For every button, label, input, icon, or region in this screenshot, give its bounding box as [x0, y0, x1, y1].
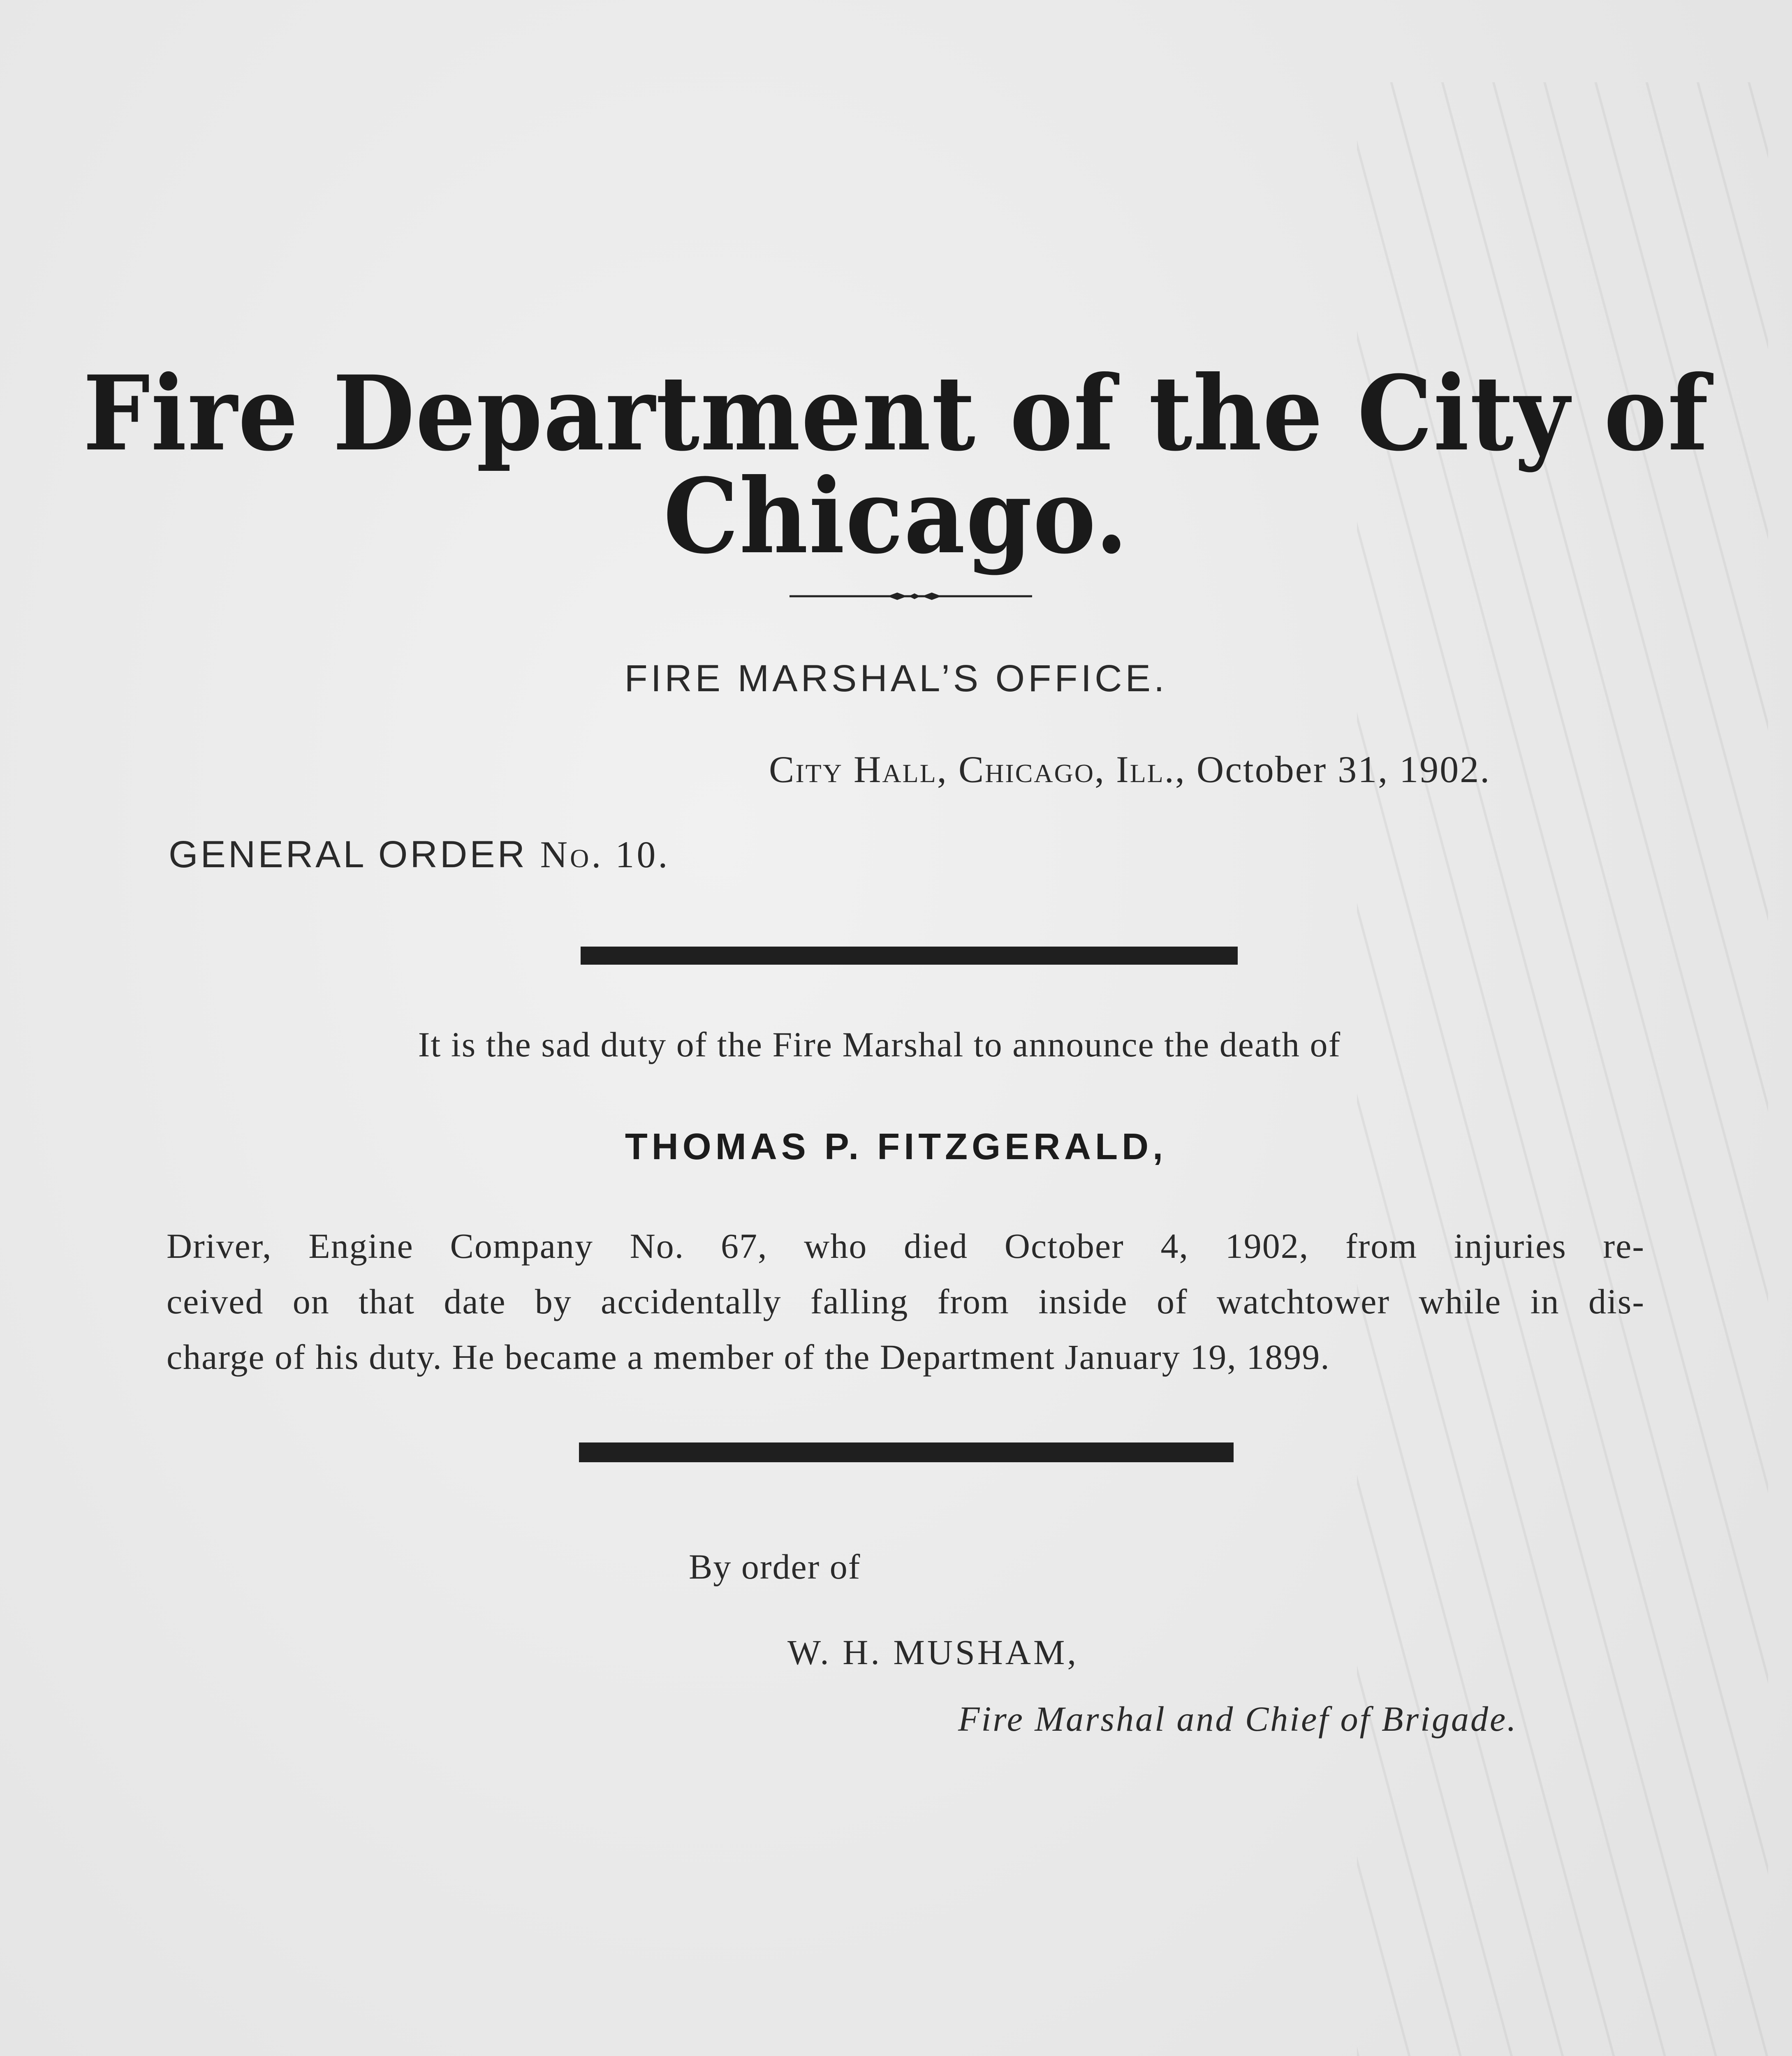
dateline-date: October 31, 1902.: [1196, 748, 1491, 790]
body-line: Driver, Engine Company No. 67, who died October 4, 1902, from injuries re-: [167, 1226, 1645, 1266]
ornament-rule: [789, 588, 1032, 604]
general-order-label: GENERAL ORDER: [169, 834, 528, 875]
dateline: [769, 748, 1491, 791]
divider-bar-bottom: [579, 1442, 1234, 1462]
office-heading: FIRE MARSHAL’S OFFICE.: [624, 658, 1168, 699]
signer-name: W. H. MUSHAM,: [787, 1632, 1079, 1672]
body-line: charge of his duty. He became a member of the Department January 19, 1899.: [167, 1337, 1330, 1377]
divider-bar-top: [581, 947, 1238, 965]
announcement-intro: It is the sad duty of the Fire Marshal to announce the death of: [418, 1025, 1341, 1064]
dateline-place: City Hall, Chicago, Ill.,: [769, 748, 1186, 790]
general-order-number: No. 10.: [540, 834, 670, 875]
deceased-name: THOMAS P. FITZGERALD,: [625, 1126, 1167, 1167]
body-line: ceived on that date by accidentally falling from inside of watchtower while in dis-: [167, 1282, 1645, 1321]
masthead-title: Fire Department of the City of Chicago.: [83, 353, 1709, 577]
closing-line: By order of: [689, 1547, 861, 1586]
signer-title: Fire Marshal and Chief of Brigade.: [958, 1699, 1518, 1739]
general-order: [169, 833, 670, 876]
